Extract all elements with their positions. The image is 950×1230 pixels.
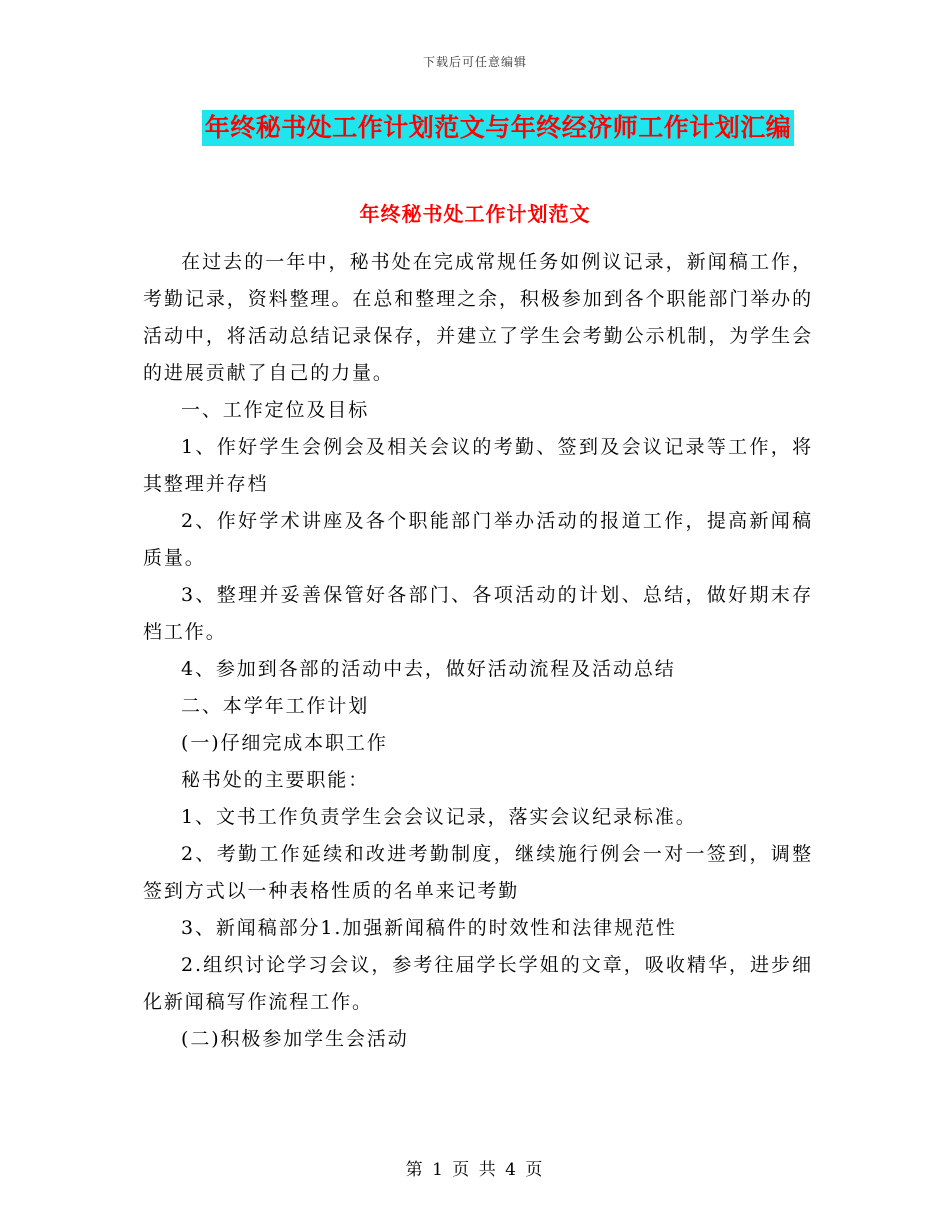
paragraph-item: 3、整理并妥善保管好各部门、各项活动的计划、总结，做好期末存档工作。: [143, 584, 813, 643]
paragraph-item: 2.组织讨论学习会议，参考往届学长学姐的文章，吸收精华，进步细化新闻稿写作流程工作。: [143, 954, 813, 1013]
paragraph-subheading: (二)积极参加学生会活动: [181, 1028, 409, 1050]
paragraph-item: 4、参加到各部的活动中去，做好活动流程及活动总结: [181, 658, 676, 680]
body-text: [143, 244, 813, 1058]
paragraph-item: 1、文书工作负责学生会会议记录，落实会议纪录标准。: [181, 806, 697, 828]
paragraph-subheading: (一)仔细完成本职工作: [181, 732, 388, 754]
section-title: 年终秘书处工作计划范文: [359, 202, 591, 226]
page-footer-number: 第 1 页 共 4 页: [405, 1160, 545, 1180]
main-title: 年终秘书处工作计划范文与年终经济师工作计划汇编: [202, 110, 795, 146]
paragraph-item: 秘书处的主要职能：: [181, 769, 370, 791]
paragraph-item: 1、作好学生会例会及相关会议的考勤、签到及会议记录等工作，将其整理并存档: [143, 436, 813, 495]
main-title-container: [0, 110, 950, 146]
paragraph-heading-2: 二、本学年工作计划: [181, 695, 370, 717]
paragraph-heading-1: 一、工作定位及目标: [181, 399, 370, 421]
page-header-note: 下载后可任意编辑: [422, 55, 527, 69]
paragraph-item: 2、作好学术讲座及各个职能部门举办活动的报道工作，提高新闻稿质量。: [143, 510, 813, 569]
paragraph-item: 3、新闻稿部分1.加强新闻稿件的时效性和法律规范性: [181, 917, 677, 939]
paragraph-item: 2、考勤工作延续和改进考勤制度，继续施行例会一对一签到，调整签到方式以一种表格性质的名单来记考勤: [143, 843, 813, 902]
paragraph-intro: 在过去的一年中，秘书处在完成常规任务如例议记录，新闻稿工作，考勤记录，资料整理。在总和整理之余，积极参加到各个职能部门举办的活动中，将活动总结记录保存，并建立了学生会考勤公示机制，为学生会的进展贡献了自己的力量。: [143, 251, 813, 384]
